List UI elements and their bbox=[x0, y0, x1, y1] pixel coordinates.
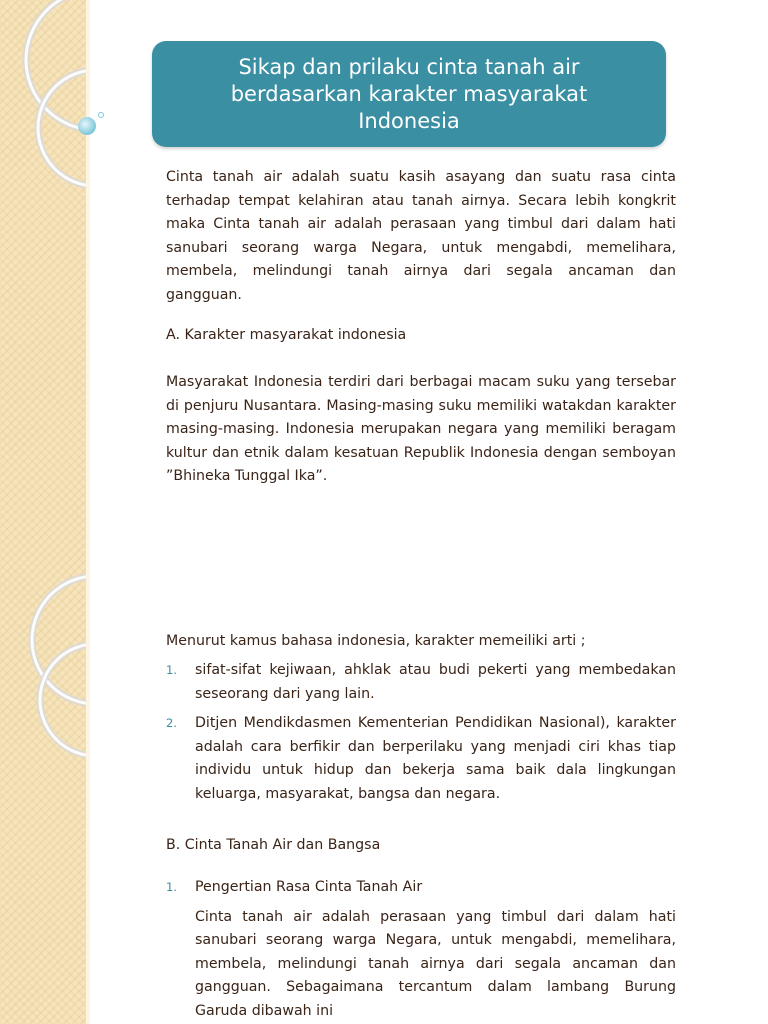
list-item-title: Pengertian Rasa Cinta Tanah Air bbox=[195, 879, 423, 895]
intro-paragraph: Cinta tanah air adalah suatu kasih asayang dan suatu rasa cinta terhadap tempat kelahiran atau tanah airnya. Secara lebih kongkrit maka Cinta tanah air adalah perasaan yang timbul dari dalam hati sanubari seorang warga Negara, untuk mengabdi, memelihara, membela, melindungi tanah airnya dari segala ancaman dan gangguan. bbox=[166, 169, 676, 303]
karakter-intro: Menurut kamus bahasa indonesia, karakter memeiliki arti ; bbox=[166, 633, 586, 649]
page-title: Sikap dan prilaku cinta tanah air berdasarkan karakter masyarakat Indonesia bbox=[230, 54, 588, 133]
list-item-text: Ditjen Mendikdasmen Kementerian Pendidikan Nasional), karakter adalah cara berfikir dan berperilaku yang menjadi ciri khas tiap individu untuk hidup dan bekerja sama baik dala lingkungan keluarga, masyarakat, bangsa dan negara. bbox=[195, 715, 676, 802]
strip-edge bbox=[86, 0, 90, 1024]
section-a-paragraph: Masyarakat Indonesia terdiri dari berbagai macam suku yang tersebar di penjuru Nusantara. Masing-masing suku memiliki watakdan karakter masing-masing. Indonesia merupakan negara yang memiliki beragam kultur dan etnik dalam kesatuan Republik Indonesia dengan semboyan ”Bhineka Tunggal Ika”. bbox=[166, 374, 676, 484]
list-item bbox=[166, 712, 676, 806]
list-item-text: Cinta tanah air adalah perasaan yang timbul dari dalam hati sanubari seorang warga Negara, untuk mengabdi, memelihara, membela, melindungi tanah airnya dari segala ancaman dan gangguan. Sebagaimana tercantum dalam lambang Burung Garuda dibawah ini bbox=[195, 908, 676, 1019]
section-a-heading: A. Karakter masyarakat indonesia bbox=[166, 327, 407, 343]
section-b-heading: B. Cinta Tanah Air dan Bangsa bbox=[166, 837, 381, 853]
list-number: 2. bbox=[166, 716, 177, 730]
list-number: 1. bbox=[166, 663, 177, 677]
list-number: 1. bbox=[166, 880, 177, 894]
list-item-text: sifat-sifat kejiwaan, ahklak atau budi pekerti yang membedakan seseorang dari yang lain. bbox=[195, 662, 676, 702]
title-banner bbox=[152, 41, 666, 147]
decorative-rings bbox=[0, 0, 86, 1024]
decorative-side-strip bbox=[0, 0, 86, 1024]
list-item bbox=[166, 876, 676, 1023]
list-item bbox=[166, 659, 676, 706]
decorative-bubbles bbox=[74, 108, 110, 140]
